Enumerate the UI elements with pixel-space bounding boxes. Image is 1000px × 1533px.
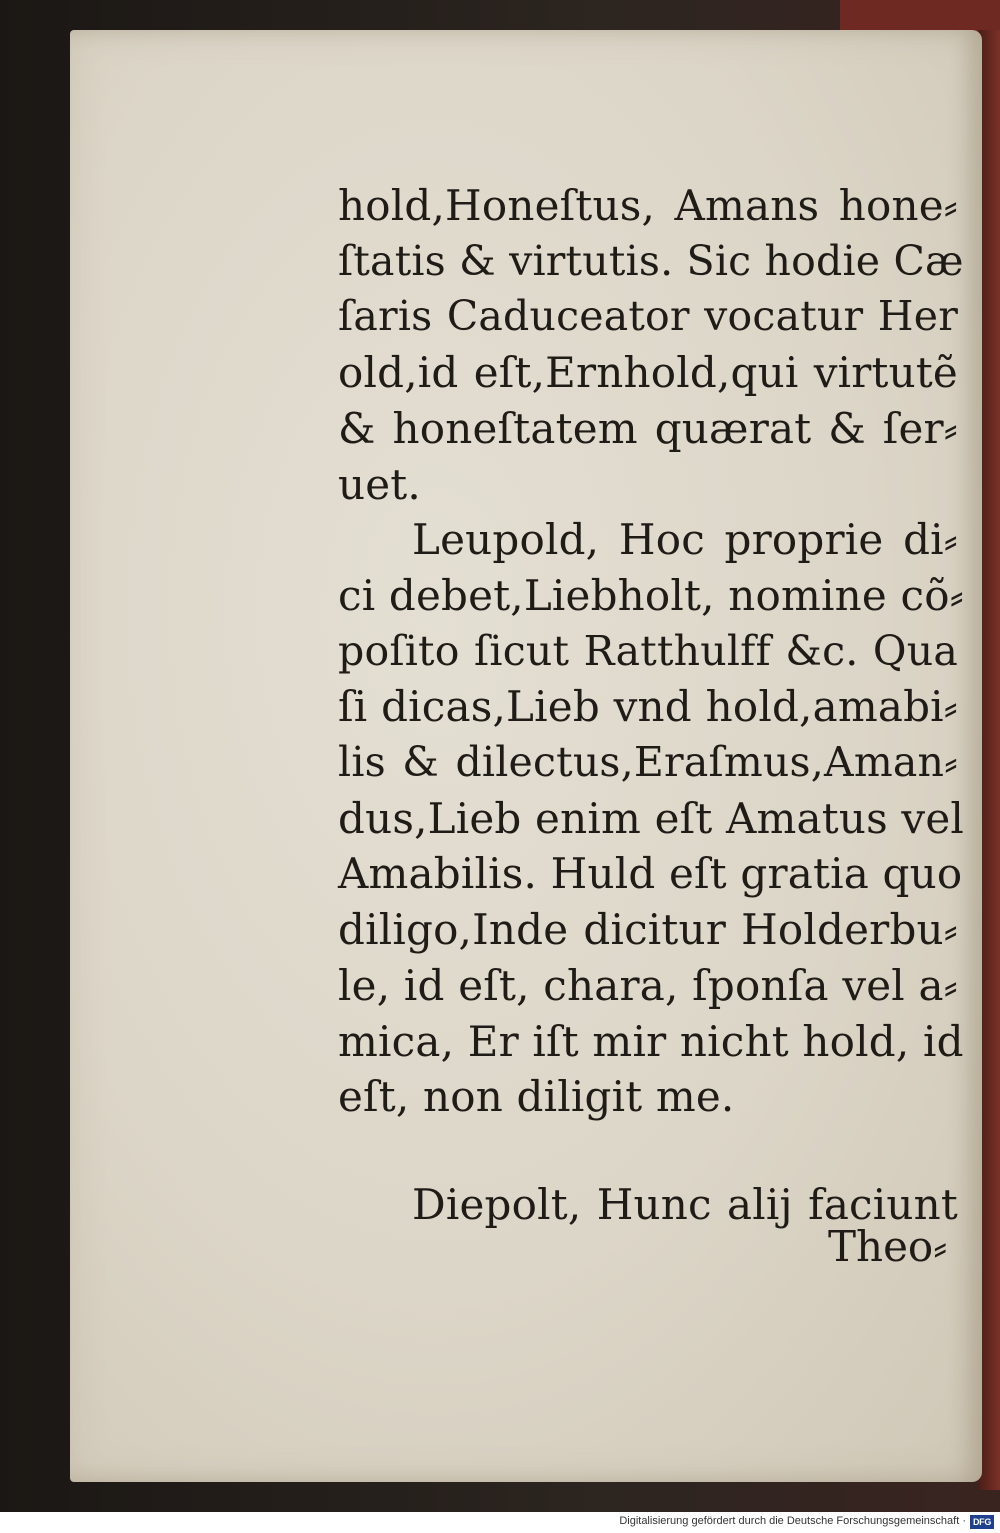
text-line: ſi dicas,Lieb vnd hold,amabi⸗ — [338, 682, 958, 732]
text-line: old,id eſt,Ernhold,qui virtutẽ — [338, 348, 958, 398]
digitization-footer — [0, 1512, 1000, 1533]
text-line: mica, Er iſt mir nicht hold, id — [338, 1016, 964, 1066]
text-line: Leupold, Hoc proprie di⸗ — [412, 515, 958, 565]
catchword: Theo⸗ — [828, 1222, 948, 1271]
page-text — [338, 178, 965, 1233]
dfg-logo-icon: DFG — [970, 1515, 994, 1529]
text-line: Amabilis. Huld eſt gratia quo — [338, 849, 963, 899]
text-line: diligo,Inde dicitur Holderbu⸗ — [338, 905, 958, 955]
text-line: poſito ſicut Ratthulff &c. Qua — [338, 626, 958, 675]
text-line: ci debet,Liebholt, nomine cõ⸗ — [338, 570, 964, 620]
text-line: ſtatis & virtutis. Sic hodie Cæ — [338, 236, 964, 285]
text-line: lis & dilectus,Eraſmus,Aman⸗ — [338, 738, 958, 787]
text-line: uet. — [338, 459, 421, 509]
text-line: Diepolt, Hunc alij faciunt — [412, 1179, 958, 1229]
text-line: dus,Lieb enim eſt Amatus vel — [338, 793, 965, 843]
text-line: ſaris Caduceator vocatur Her — [338, 292, 958, 341]
paragraph-gap — [338, 1125, 958, 1177]
text-line: & honeſtatem quærat & ſer⸗ — [338, 403, 958, 453]
text-line: hold,Honeſtus, Amans hone⸗ — [338, 181, 958, 230]
book-page — [70, 30, 982, 1482]
text-line: le, id eſt, chara, ſponſa vel a⸗ — [338, 960, 958, 1010]
footer-credit: Digitalisierung gefördert durch die Deutsche Forschungsgemeinschaft · — [619, 1515, 966, 1527]
text-line: eſt, non diligit me. — [338, 1072, 735, 1122]
